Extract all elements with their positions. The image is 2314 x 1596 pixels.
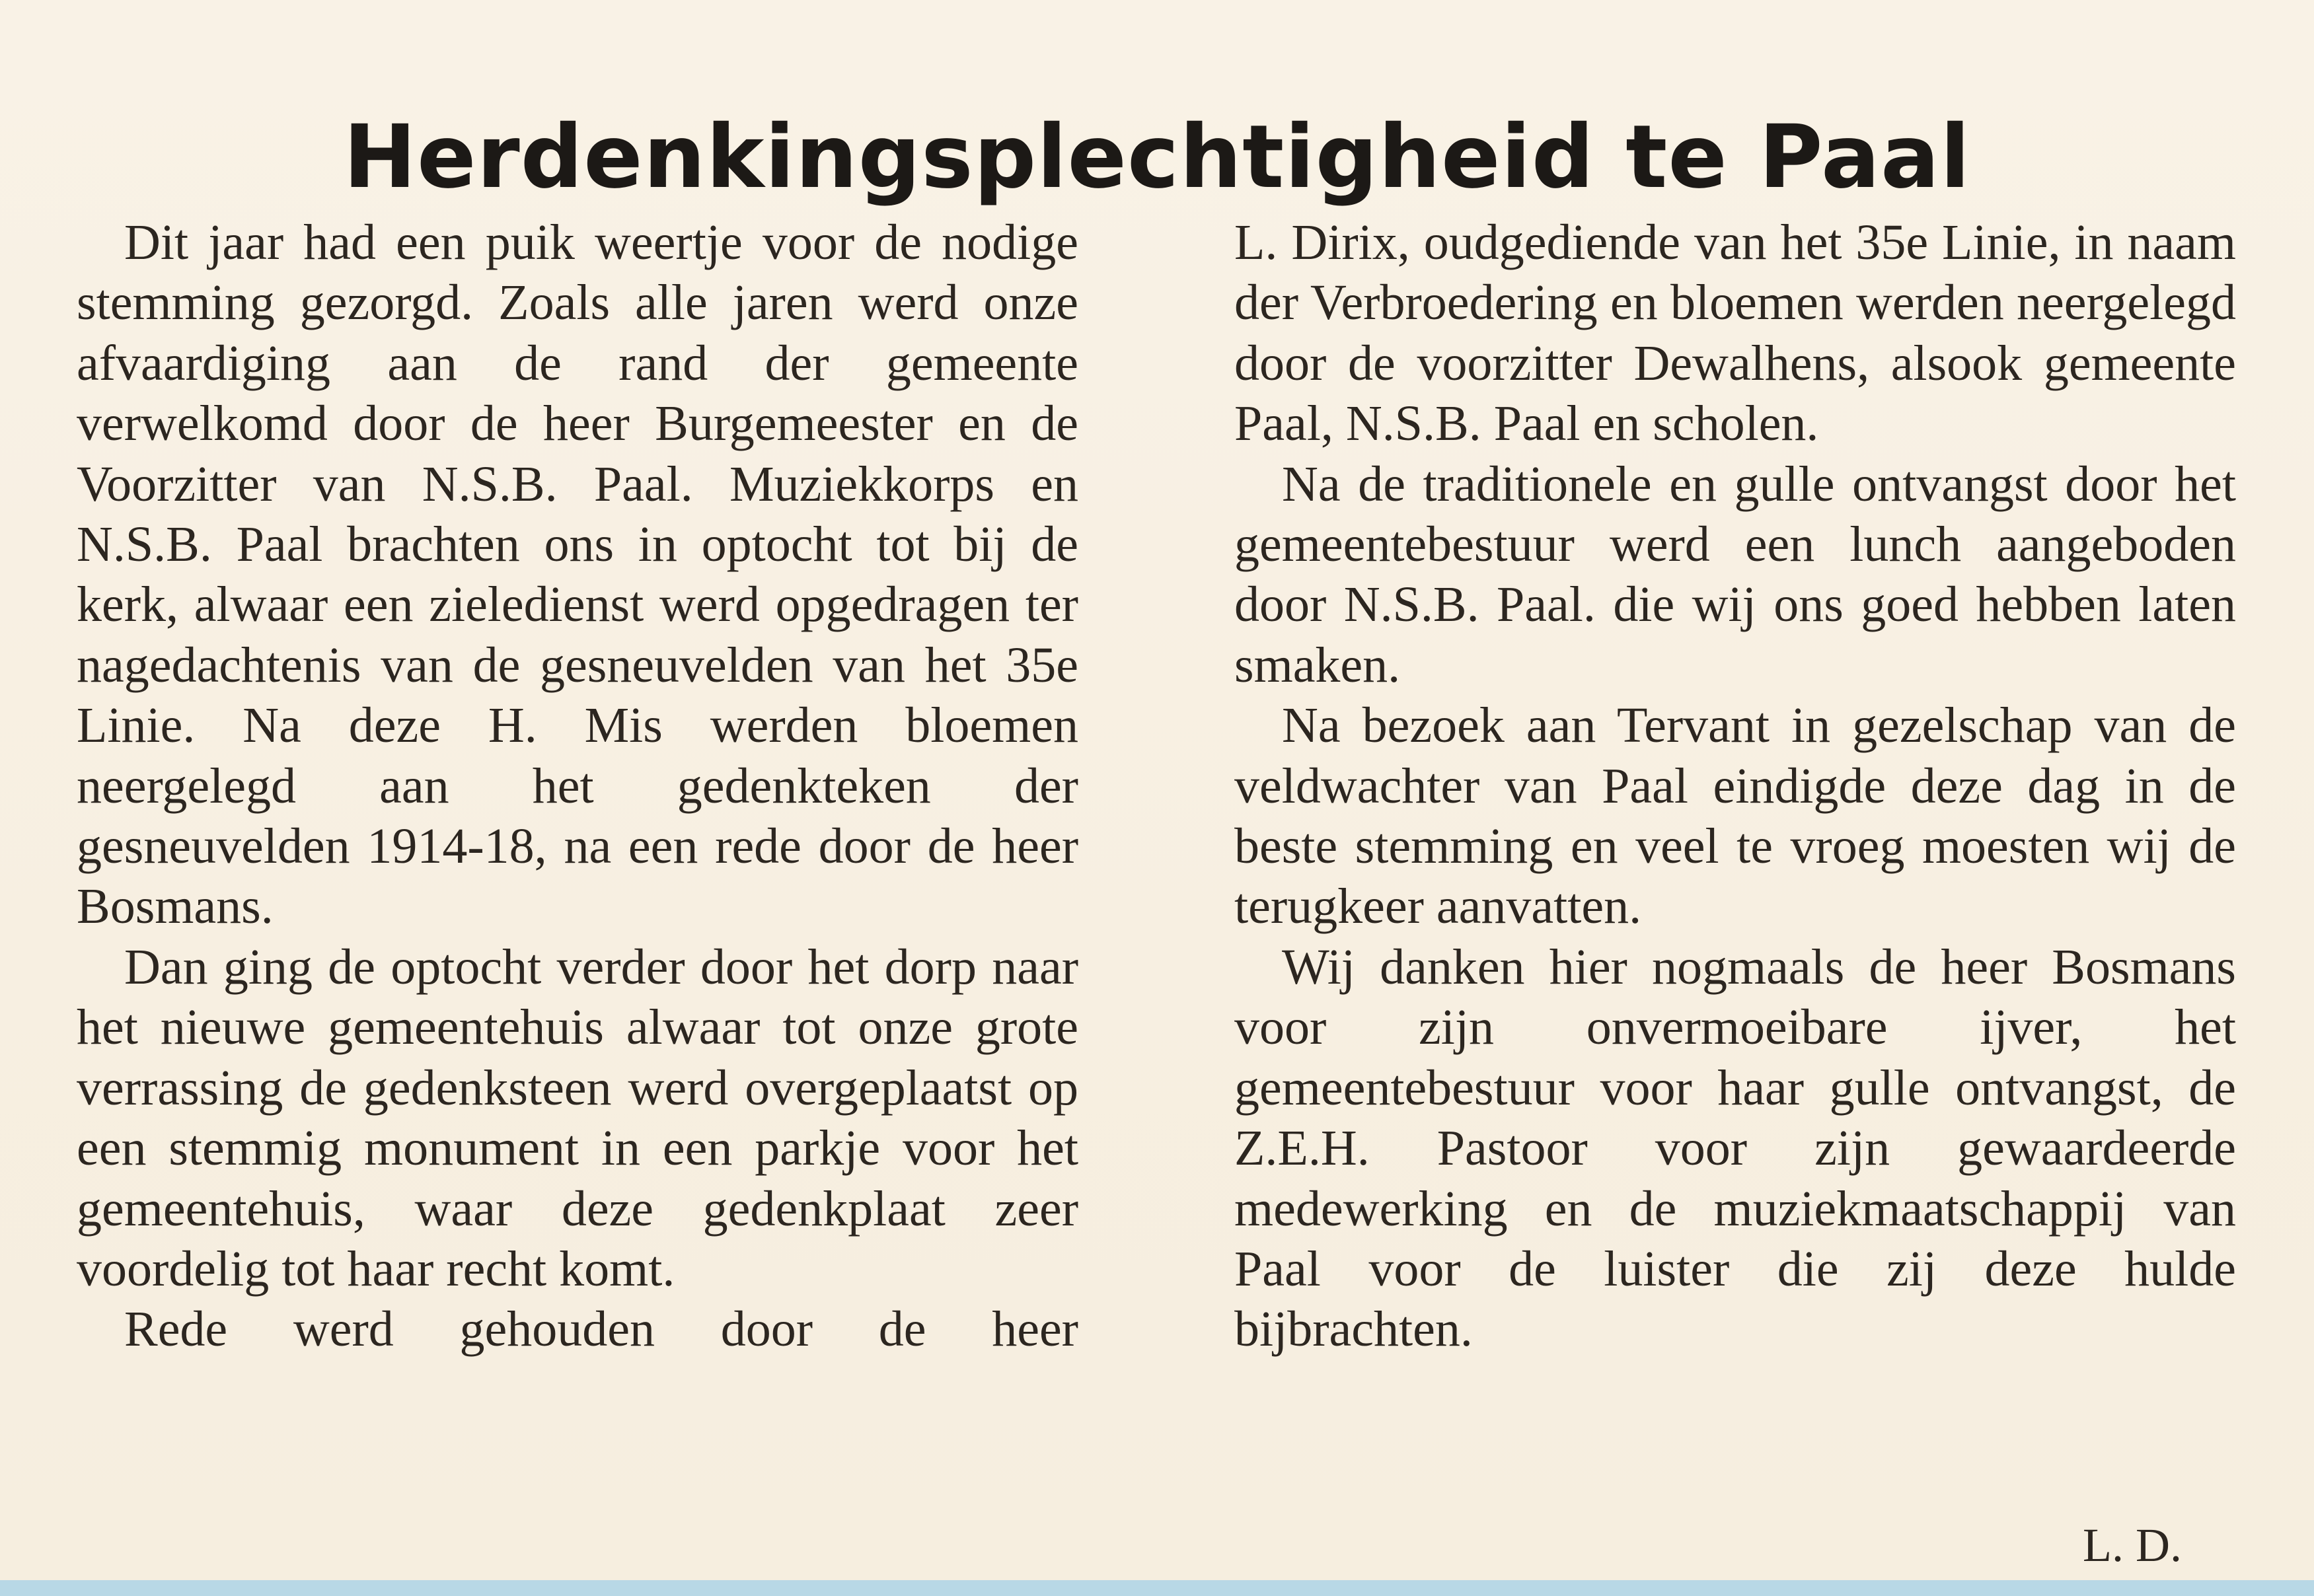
paragraph: Dan ging de optocht verder door het dorp naar het nieuwe gemeentehuis alwaar tot onze grote verrassing de gedenksteen werd overgeplaatst op een stemmig monument in een parkje voor het gemeentehuis, waar deze gedenkplaat zeer voordelig tot haar recht komt.: [77, 939, 1078, 1297]
paragraph: Dit jaar had een puik weertje voor de nodige stemming gezorgd. Zoals alle jaren werd onze afvaardiging aan de rand der gemeente verwelkomd door de heer Burgemeester en de Voorzitter van N.S.B. Paal. Muziekkorps en N.S.B. Paal brachten ons in optocht tot bij de kerk, alwaar een zieledienst werd opgedragen ter nagedachtenis van de gesneuvelden van het 35e Linie. Na deze H. Mis werden bloemen neergelegd aan het gedenkteken der gesneuvelden 1914-18, na een rede door de heer Bosmans.: [77, 215, 1078, 935]
paragraph: Rede werd gehouden door de heer: [124, 1301, 1078, 1358]
article-title: Herdenkingsplechtigheid te Paal: [343, 106, 1971, 209]
scan-edge-band: [0, 1580, 2314, 1596]
right-column: [1234, 213, 2236, 1360]
author-signature: L. D.: [2083, 1519, 2182, 1572]
paragraph-continuation: L. Dirix, oudgediende van het 35e Linie, in naam der Verbroedering en bloemen werden neergelegd door de voorzitter Dewalhens, alsook gemeente Paal, N.S.B. Paal en scholen.: [1234, 215, 2236, 452]
paragraph: Na bezoek aan Tervant in gezelschap van de veldwachter van Paal eindigde deze dag in de beste stemming en veel te vroeg moesten wij de terugkeer aanvatten.: [1234, 698, 2236, 935]
paragraph: Wij danken hier nogmaals de heer Bosmans voor zijn onvermoeibare ijver, het gemeentebestuur voor haar gulle ontvangst, de Z.E.H. Pastoor voor zijn gewaardeerde medewerking en de muziekmaatschappij van Paal voor de luister die zij deze hulde bijbrachten.: [1234, 939, 2236, 1358]
left-column: [77, 213, 1078, 1360]
paragraph: Na de traditionele en gulle ontvangst door het gemeentebestuur werd een lunch aangeboden door N.S.B. Paal. die wij ons goed hebben laten smaken.: [1234, 456, 2236, 693]
